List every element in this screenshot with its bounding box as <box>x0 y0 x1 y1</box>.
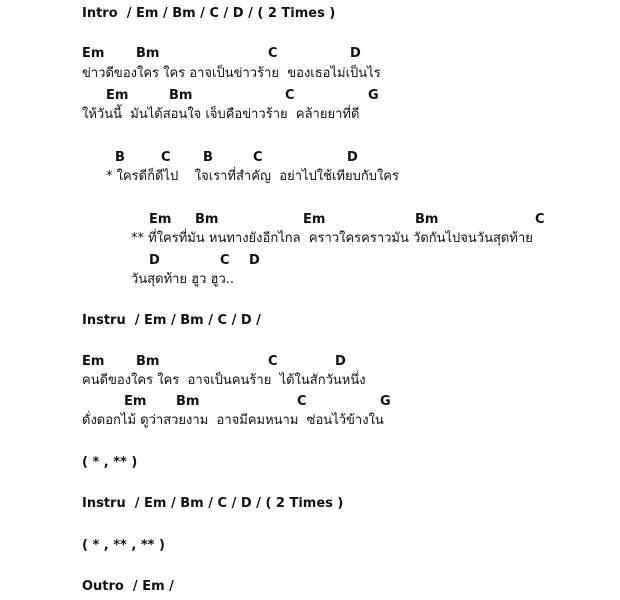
outro-line: Outro / Em / <box>82 579 174 594</box>
chord: B <box>203 150 213 165</box>
chorus-lyric-2: วันสุดท้าย ฮูว ฮูว.. <box>131 272 235 287</box>
chord: D <box>347 150 358 165</box>
chord: Em <box>124 394 147 409</box>
chord: C <box>268 46 278 61</box>
repeat-marker-2: ( * , ** , ** ) <box>82 538 165 553</box>
chord: C <box>297 394 307 409</box>
intro-line: Intro / Em / Bm / C / D / ( 2 Times ) <box>82 6 336 21</box>
chord: Em <box>82 354 105 369</box>
chord: C <box>535 212 545 227</box>
chord: Em <box>82 46 105 61</box>
chord: Bm <box>136 354 160 369</box>
instru-line-1: Instru / Em / Bm / C / D / <box>82 313 261 328</box>
chord: D <box>350 46 361 61</box>
chord: Em <box>303 212 326 227</box>
chord: Bm <box>136 46 160 61</box>
verse2-lyric-1: คนดีของใคร ใคร อาจเป็นคนร้าย ได้ในสักวันหนึ่ง <box>82 373 366 388</box>
chord: Em <box>106 88 129 103</box>
chord: C <box>161 150 171 165</box>
chord: G <box>368 88 379 103</box>
chord: C <box>220 253 230 268</box>
chord: Bm <box>195 212 219 227</box>
chord: C <box>268 354 278 369</box>
repeat-marker-1: ( * , ** ) <box>82 455 138 470</box>
chorus-lyric-1: ** ที่ใครที่มัน หนทางยังอีกไกล คราวใครคราวมัน วัดกันไปจนวันสุดท้าย <box>131 231 533 246</box>
chord: D <box>149 253 160 268</box>
instru-line-2: Instru / Em / Bm / C / D / ( 2 Times ) <box>82 496 344 511</box>
pre-chorus-lyric: * ใครดีก็ดีไป ใจเราที่สำคัญ อย่าไปใช้เทียบกับใคร <box>106 169 399 184</box>
chord: D <box>335 354 346 369</box>
chord: Bm <box>415 212 439 227</box>
chord: Em <box>149 212 172 227</box>
verse1-lyric-2: ให้วันนี้ มันได้สอนใจ เจ็บคือข่าวร้าย คล้ายยาที่ดี <box>82 107 360 122</box>
verse1-lyric-1: ข่าวดีของใคร ใคร อาจเป็นข่าวร้าย ของเธอไม่เป็นไร <box>82 66 381 81</box>
chord: B <box>115 150 125 165</box>
chord: Bm <box>169 88 193 103</box>
chord: C <box>253 150 263 165</box>
chord: G <box>380 394 391 409</box>
verse2-lyric-2: ดั่งดอกไม้ ดูว่าสวยงาม อาจมีคมหนาม ซ่อนไว้ข้างใน <box>82 413 384 428</box>
chord: Bm <box>176 394 200 409</box>
chord: C <box>285 88 295 103</box>
chord: D <box>249 253 260 268</box>
